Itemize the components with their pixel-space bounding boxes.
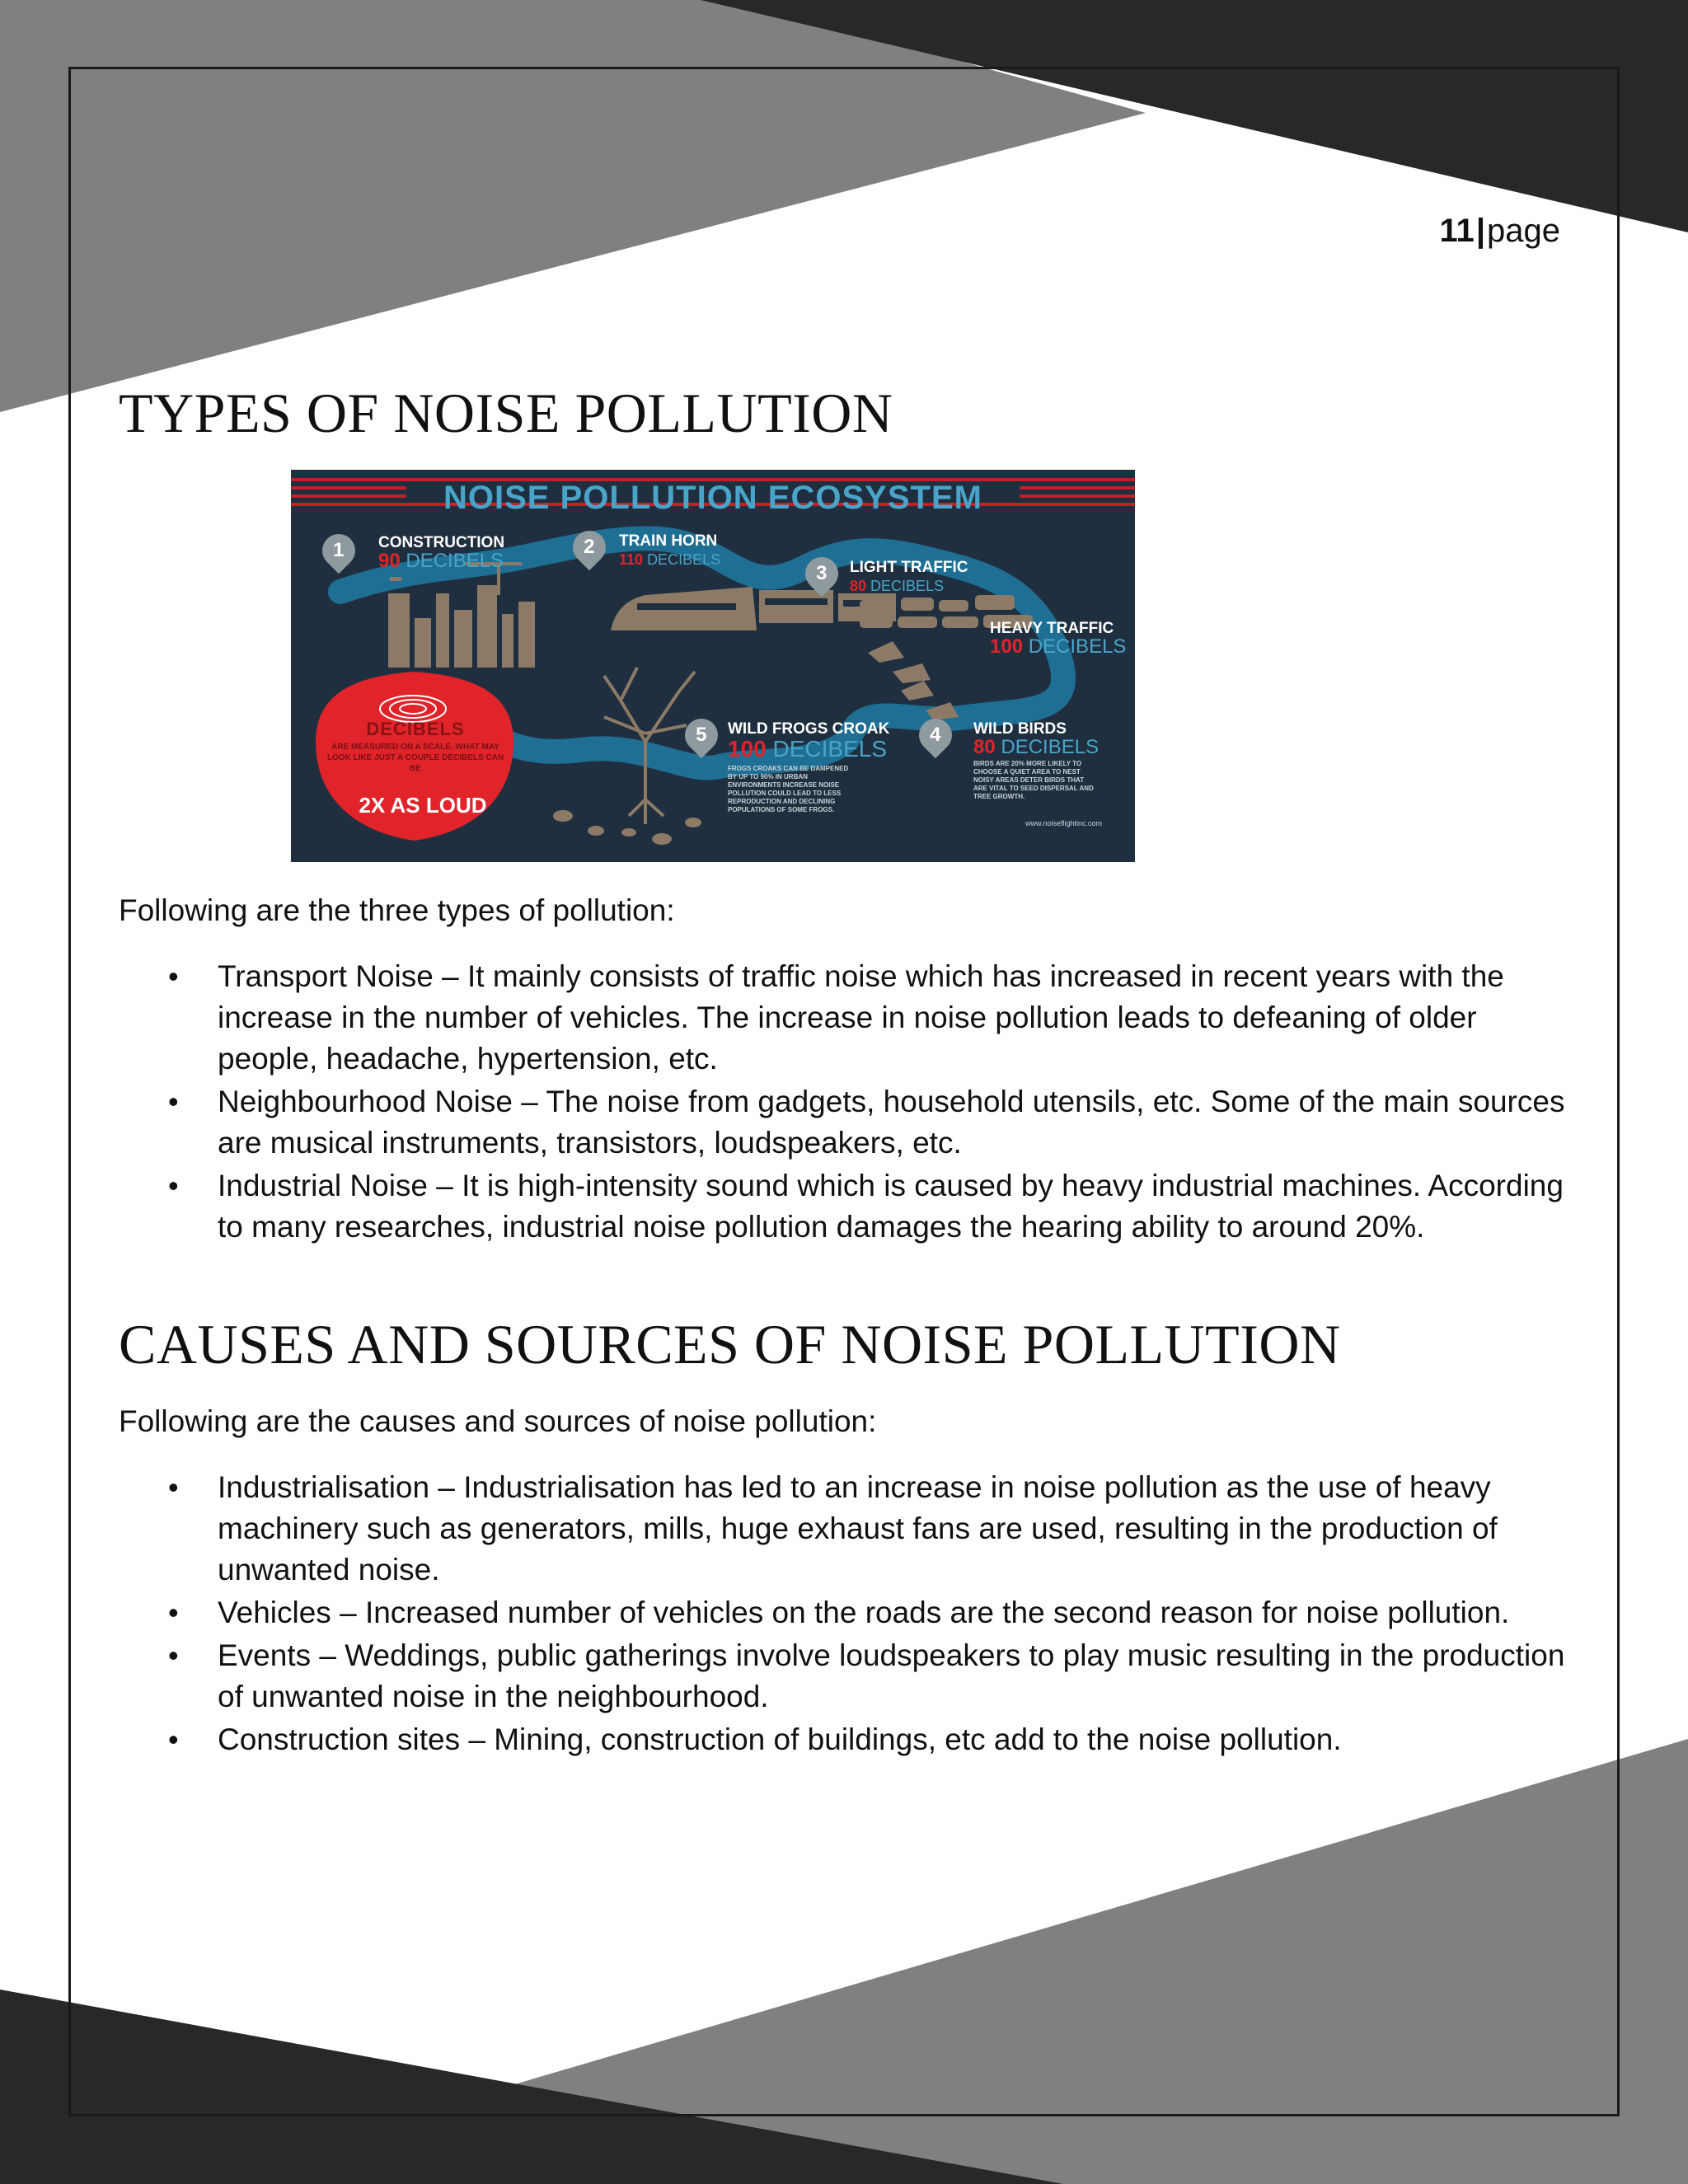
decibel-unit: DECIBELS [1028,635,1127,658]
badge-number: 3 [816,562,828,585]
infographic-label-birds: WILD BIRDS [973,720,1067,738]
list-item-industrialisation: • Industrialisation – Industrialisation has led to an increase in noise pollution as the use of heavy machinery such as generators, mills, huge exhaust fans are used, resulting in the production of unwanted noise. [119,1467,1569,1591]
infographic-decibels-train-horn [619,549,720,570]
page-number-label: page [1487,213,1560,249]
decibel-unit: DECIBELS [1001,736,1100,758]
page-number-value: 11 [1439,213,1475,249]
section2-lead: Following are the causes and sources of noise pollution: [119,1404,877,1438]
types-list [119,956,1569,1249]
infographic-label-frogs: WILD FROGS CROAK [728,720,890,738]
section1-lead: Following are the three types of pollution: [119,893,675,927]
list-item-transport-noise: • Transport Noise – It mainly consists of traffic noise which has increased in recent years with the increase in the number of vehicles. The increase in noise pollution leads to defeaning of older people, headache, hypertension, etc. [119,956,1569,1080]
badge-number: 4 [930,724,941,747]
infographic-frogs-note: FROGS CROAKS CAN BE DAMPENED BY UP TO 90% IN URBAN ENVIRONMENTS INCREASE NOISE POLLUTION COULD LEAD TO LESS REPRODUCTION AND DECLINING POPULATIONS OF SOME FROGS. [728,765,849,813]
infographic-2x-loud: 2X AS LOUD [359,793,487,818]
decibel-value: 90 [378,550,401,572]
infographic-red-heading: DECIBELS [366,719,465,739]
infographic-decibels-heavy-traffic [990,636,1126,658]
decibel-unit: DECIBELS [406,550,504,572]
badge-number: 2 [584,536,595,559]
decibel-value: 100 [728,736,767,762]
infographic-decibels-construction [378,551,504,572]
badge-number: 5 [696,724,707,747]
infographic-label-heavy-traffic: HEAVY TRAFFIC [990,620,1114,637]
causes-list [119,1467,1569,1762]
section-heading-causes: CAUSES AND SOURCES OF NOISE POLLUTION [119,1313,1341,1376]
infographic-decibels-light-traffic [850,575,944,597]
decibel-value: 100 [990,635,1024,658]
decibel-value: 80 [973,736,996,758]
decibel-unit: DECIBELS [772,736,887,762]
list-item-industrial-noise: • Industrial Noise – It is high-intensity sound which is caused by heavy industrial machines. According to many researches, industrial noise pollution damages the hearing ability to around 20%. [119,1165,1569,1248]
infographic-decibels-birds [973,737,1099,758]
infographic-label-construction: CONSTRUCTION [378,534,505,551]
decibel-unit: DECIBELS [647,551,721,568]
list-item-vehicles: • Vehicles – Increased number of vehicles on the roads are the second reason for noise pollution. [119,1592,1569,1633]
infographic-title: NOISE POLLUTION ECOSYSTEM [443,480,982,516]
infographic-decibels-frogs [728,738,887,760]
infographic-label-train-horn: TRAIN HORN [619,532,718,550]
infographic-red-text: ARE MEASURED ON A SCALE. WHAT MAY LOOK LIKE JUST A COUPLE DECIBELS CAN BE [326,743,504,773]
section-heading-types: TYPES OF NOISE POLLUTION [119,382,893,444]
noise-pollution-infographic [291,470,1135,862]
decibel-value: 110 [619,551,644,568]
list-item-construction-sites: • Construction sites – Mining, construction of buildings, etc add to the noise pollution. [119,1719,1569,1760]
page-number [1440,213,1560,250]
list-item-neighbourhood-noise: • Neighbourhood Noise – The noise from gadgets, household utensils, etc. Some of the main sources are musical instruments, transistors, loudspeakers, etc. [119,1081,1569,1164]
list-item-events: • Events – Weddings, public gatherings involve loudspeakers to play music resulting in the production of unwanted noise in the neighbourhood. [119,1635,1569,1718]
infographic-birds-note: BIRDS ARE 20% MORE LIKELY TO CHOOSE A QUIET AREA TO NEST NOISY AREAS DETER BIRDS THAT ARE VITAL TO SEED DISPERSAL AND TREE GROWTH. [973,760,1094,800]
page-number-separator: | [1475,213,1486,249]
decibel-value: 80 [850,578,867,594]
decibel-unit: DECIBELS [870,578,945,594]
infographic-url: www.noiseflightinc.com [1025,819,1102,827]
badge-number: 1 [333,539,345,562]
infographic-label-light-traffic: LIGHT TRAFFIC [850,559,968,576]
